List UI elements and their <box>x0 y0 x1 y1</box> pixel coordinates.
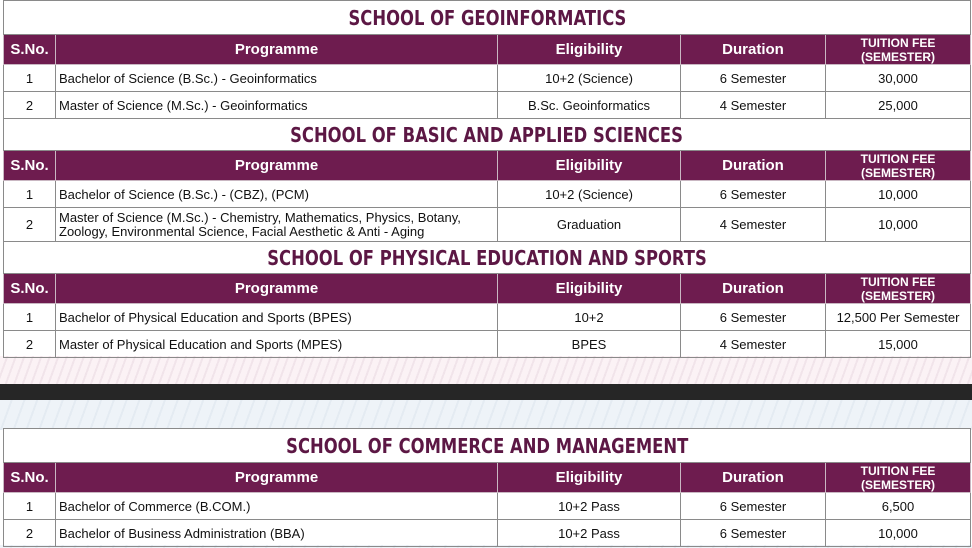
header-eligibility: Eligibility <box>498 274 681 304</box>
header-duration: Duration <box>681 463 826 493</box>
cell-fee: 12,500 Per Semester <box>826 304 971 331</box>
cell-programme: Bachelor of Commerce (B.COM.) <box>56 493 498 520</box>
cell-sno: 2 <box>4 520 56 547</box>
cell-fee: 10,000 <box>826 208 971 242</box>
header-fee: TUITION FEE (SEMESTER) <box>826 463 971 493</box>
cell-eligibility: 10+2 <box>498 304 681 331</box>
header-sno: S.No. <box>4 35 56 65</box>
cell-programme: Bachelor of Science (B.Sc.) - Geoinformatics <box>56 65 498 92</box>
background-band <box>0 356 972 384</box>
header-duration: Duration <box>681 274 826 304</box>
cell-sno: 1 <box>4 181 56 208</box>
cell-programme: Master of Physical Education and Sports (MPES) <box>56 331 498 358</box>
cell-duration: 6 Semester <box>681 65 826 92</box>
cell-duration: 4 Semester <box>681 331 826 358</box>
school-title: SCHOOL OF COMMERCE AND MANAGEMENT <box>4 429 971 463</box>
background-band <box>0 400 972 430</box>
cell-programme: Bachelor of Physical Education and Sports (BPES) <box>56 304 498 331</box>
cell-eligibility: 10+2 (Science) <box>498 181 681 208</box>
header-fee: TUITION FEE (SEMESTER) <box>826 151 971 181</box>
header-sno: S.No. <box>4 463 56 493</box>
header-eligibility: Eligibility <box>498 35 681 65</box>
school-title: SCHOOL OF GEOINFORMATICS <box>4 1 971 35</box>
cell-eligibility: 10+2 Pass <box>498 493 681 520</box>
table-row <box>4 181 971 208</box>
cell-fee: 30,000 <box>826 65 971 92</box>
cell-eligibility: BPES <box>498 331 681 358</box>
cell-duration: 6 Semester <box>681 493 826 520</box>
table-row <box>4 92 971 119</box>
cell-eligibility: Graduation <box>498 208 681 242</box>
cell-fee: 25,000 <box>826 92 971 119</box>
school-title: SCHOOL OF BASIC AND APPLIED SCIENCES <box>4 119 971 151</box>
cell-eligibility: B.Sc. Geoinformatics <box>498 92 681 119</box>
header-fee: TUITION FEE (SEMESTER) <box>826 35 971 65</box>
header-duration: Duration <box>681 35 826 65</box>
cell-duration: 6 Semester <box>681 304 826 331</box>
cell-fee: 10,000 <box>826 181 971 208</box>
cell-programme: Bachelor of Business Administration (BBA) <box>56 520 498 547</box>
cell-duration: 4 Semester <box>681 208 826 242</box>
section-divider <box>0 384 972 400</box>
table-row <box>4 65 971 92</box>
school-table-physical-education <box>3 241 970 358</box>
cell-sno: 1 <box>4 65 56 92</box>
cell-sno: 2 <box>4 331 56 358</box>
cell-fee: 15,000 <box>826 331 971 358</box>
header-eligibility: Eligibility <box>498 151 681 181</box>
cell-duration: 6 Semester <box>681 520 826 547</box>
cell-duration: 4 Semester <box>681 92 826 119</box>
cell-eligibility: 10+2 (Science) <box>498 65 681 92</box>
cell-sno: 1 <box>4 493 56 520</box>
header-programme: Programme <box>56 35 498 65</box>
table-row <box>4 304 971 331</box>
header-fee: TUITION FEE (SEMESTER) <box>826 274 971 304</box>
header-sno: S.No. <box>4 151 56 181</box>
header-programme: Programme <box>56 463 498 493</box>
cell-sno: 2 <box>4 208 56 242</box>
cell-programme: Master of Science (M.Sc.) - Geoinformatics <box>56 92 498 119</box>
cell-fee: 10,000 <box>826 520 971 547</box>
school-table-commerce-management <box>3 428 970 547</box>
header-duration: Duration <box>681 151 826 181</box>
table-row <box>4 331 971 358</box>
cell-sno: 2 <box>4 92 56 119</box>
cell-eligibility: 10+2 Pass <box>498 520 681 547</box>
table-row <box>4 520 971 547</box>
school-title: SCHOOL OF PHYSICAL EDUCATION AND SPORTS <box>4 242 971 274</box>
header-eligibility: Eligibility <box>498 463 681 493</box>
table-row <box>4 493 971 520</box>
cell-programme: Bachelor of Science (B.Sc.) - (CBZ), (PCM) <box>56 181 498 208</box>
header-programme: Programme <box>56 274 498 304</box>
school-table-geoinformatics <box>3 0 970 119</box>
school-table-basic-applied-sciences <box>3 118 970 242</box>
header-sno: S.No. <box>4 274 56 304</box>
header-programme: Programme <box>56 151 498 181</box>
table-row <box>4 208 971 242</box>
cell-programme: Master of Science (M.Sc.) - Chemistry, Mathematics, Physics, Botany, Zoology, Environmental Science, Facial Aesthetic & Anti - Aging <box>56 208 498 242</box>
cell-sno: 1 <box>4 304 56 331</box>
cell-fee: 6,500 <box>826 493 971 520</box>
cell-duration: 6 Semester <box>681 181 826 208</box>
